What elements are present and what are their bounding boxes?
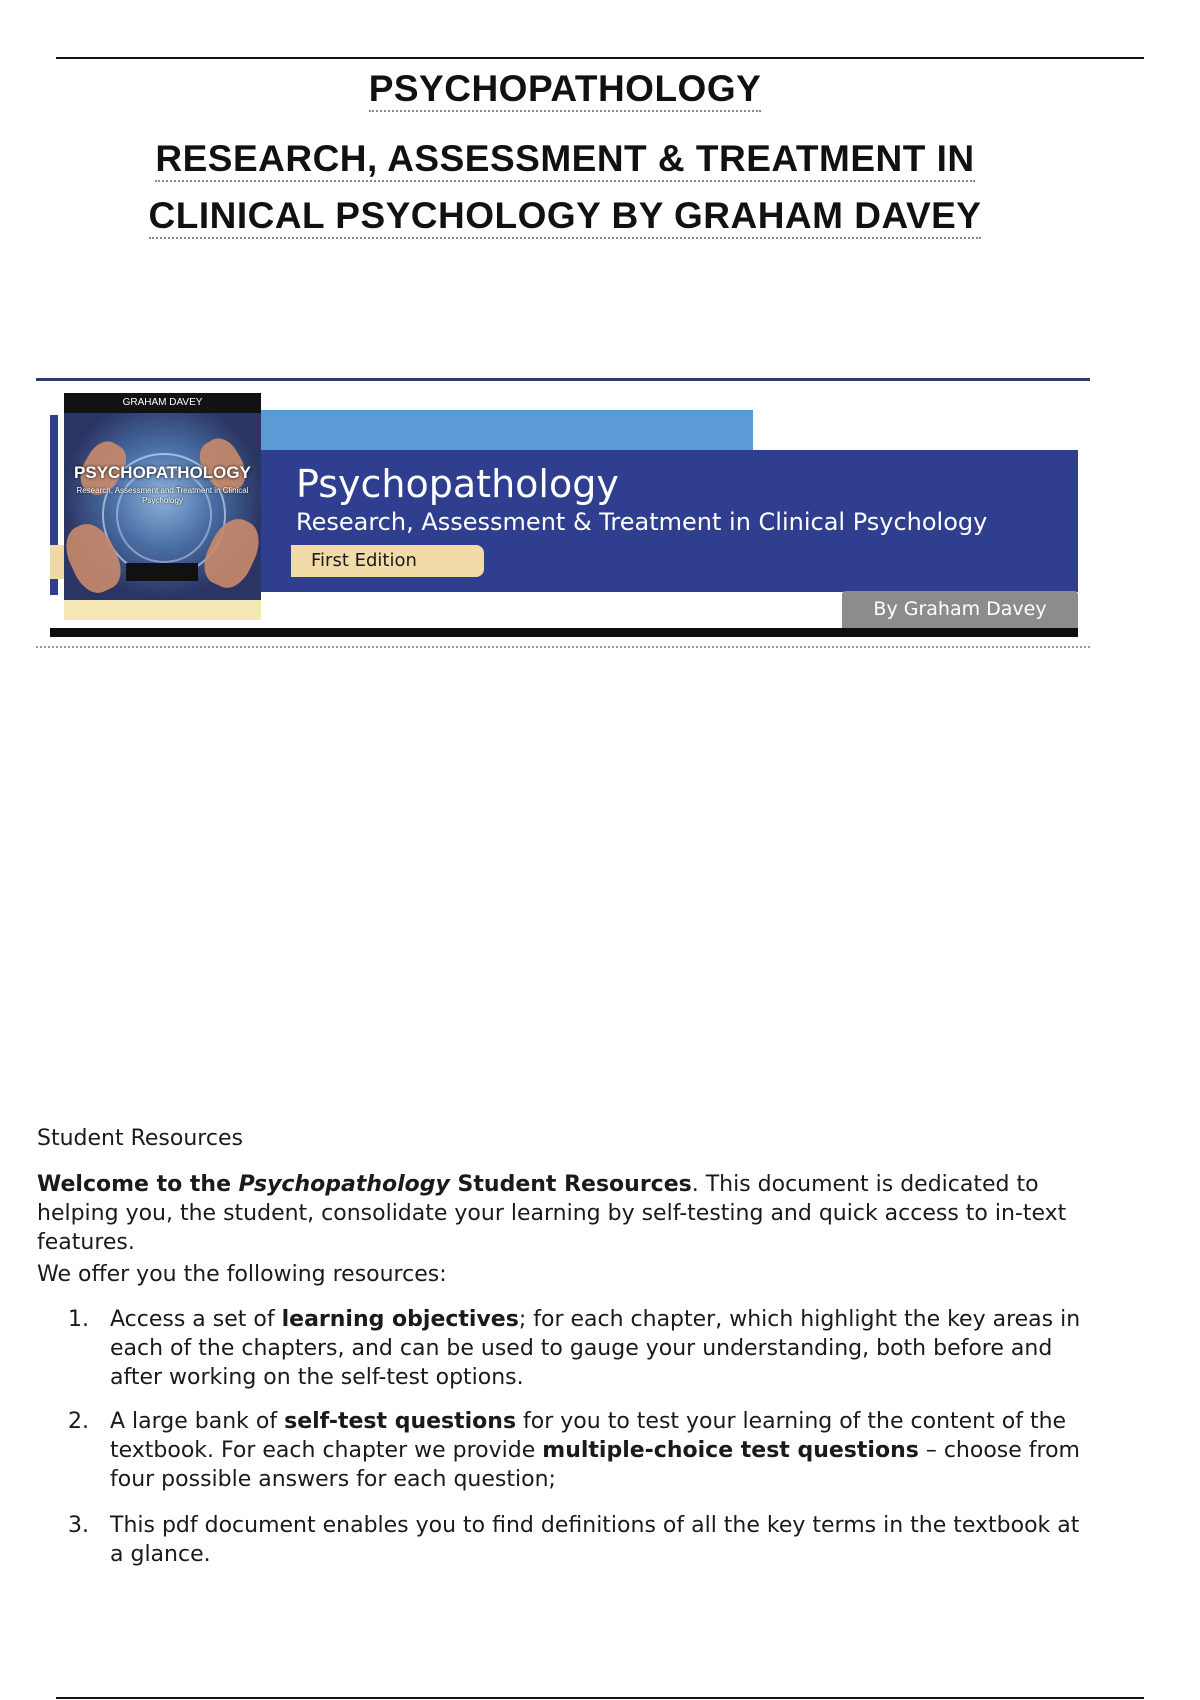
intro-paragraph: Welcome to the Psychopathology Student Resources. This document is dedicated to helping you, the student, consolidate your learning by self-testing and quick access to in-text features. bbox=[37, 1172, 1067, 1255]
byline-label: By Graham Davey bbox=[842, 591, 1078, 628]
document-title-line-1: PSYCHOPATHOLOGY bbox=[0, 68, 1130, 110]
cover-subtitle: Research, Assessment and Treatment in Clinical Psychology bbox=[76, 486, 249, 505]
cover-title: PSYCHOPATHOLOGY bbox=[74, 463, 251, 482]
document-title-line-3: CLINICAL PSYCHOLOGY BY GRAHAM DAVEY bbox=[0, 195, 1130, 237]
cover-author: GRAHAM DAVEY bbox=[64, 393, 261, 413]
top-rule bbox=[56, 57, 1144, 59]
banner-bottom-dotted-line bbox=[36, 646, 1090, 648]
banner-light-strip bbox=[256, 410, 753, 450]
banner-black-bar bbox=[50, 628, 1078, 637]
cover-badge bbox=[126, 563, 198, 581]
banner-top-line bbox=[36, 378, 1090, 381]
offer-line: We offer you the following resources: bbox=[37, 1262, 447, 1287]
document-title-line-2: RESEARCH, ASSESSMENT & TREATMENT IN bbox=[0, 138, 1130, 180]
book-cover-image bbox=[64, 393, 261, 620]
bottom-rule bbox=[56, 1697, 1144, 1699]
banner-title: Psychopathology bbox=[296, 462, 619, 506]
banner-subtitle: Research, Assessment & Treatment in Clinical Psychology bbox=[296, 508, 988, 536]
edition-label: First Edition bbox=[291, 545, 484, 577]
book-banner bbox=[36, 378, 1090, 648]
cover-footer bbox=[64, 600, 261, 620]
section-label: Student Resources bbox=[37, 1126, 243, 1151]
